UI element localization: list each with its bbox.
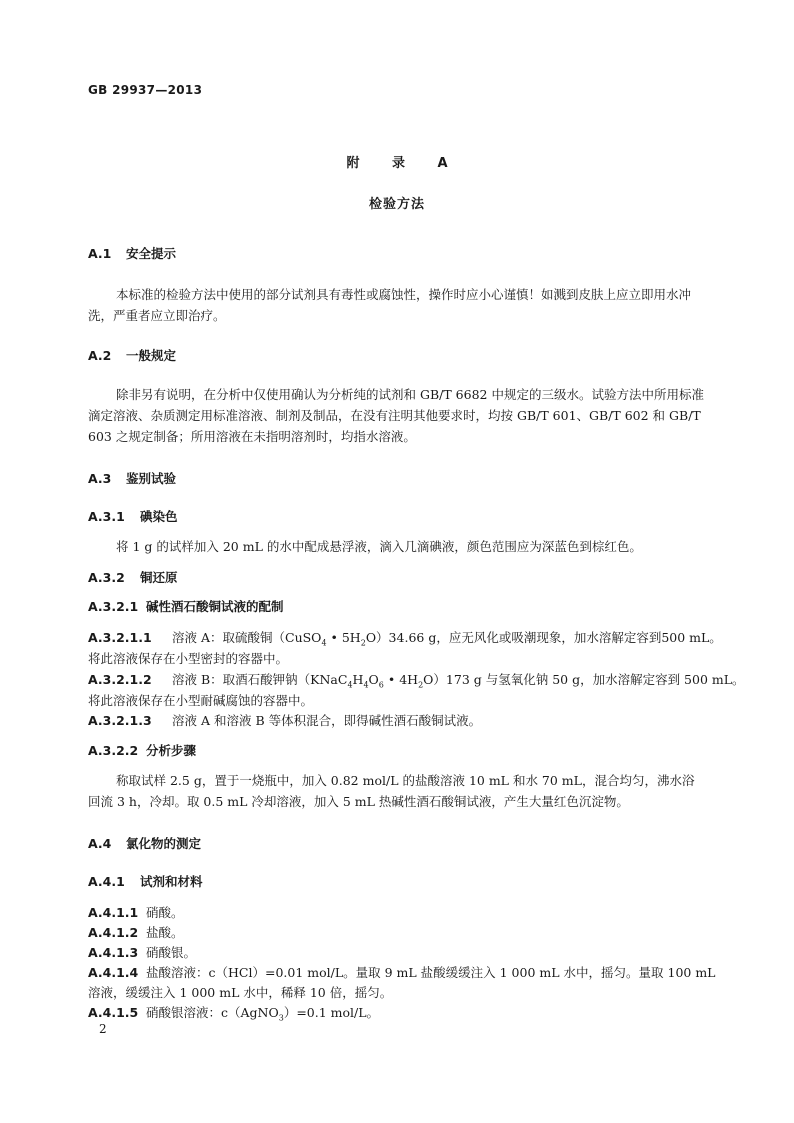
clause-text: 溶液 B：取酒石酸钾钠（KNaC <box>172 672 348 687</box>
section-a31-heading <box>88 507 178 525</box>
section-number: A.3.2.1 <box>88 599 139 614</box>
paragraph-text: 称取试样 2.5 g，置于一烧瓶中，加入 0.82 mol/L 的盐酸溶液 10 mL 和水 70 mL，混合均匀，沸水浴回流 3 h，冷却。取 0.5 mL 冷却溶液，加入 5 mL 热碱性酒石酸铜试液，产生大量红色沉淀物。 <box>88 773 695 809</box>
section-a322-heading <box>88 741 196 759</box>
section-title: 碘染色 <box>140 509 178 524</box>
section-number: A.4 <box>88 836 112 851</box>
clause-text: 硝酸银溶液：c（AgNO <box>146 1005 279 1020</box>
clause-number: A.4.1.3 <box>88 945 139 960</box>
clause-a412 <box>88 923 184 941</box>
clause-text: ）=0.1 mol/L。 <box>283 1005 380 1020</box>
subscript: 4 <box>321 638 327 648</box>
clause-text: O）173 g 与氢氧化钠 50 g，加水溶解定容到 500 mL。 <box>423 672 745 687</box>
clause-number: A.3.2.1.3 <box>88 713 152 728</box>
section-number: A.3.1 <box>88 509 125 524</box>
clause-a3213 <box>88 711 481 729</box>
section-a3-heading <box>88 469 176 487</box>
section-a1-heading <box>88 244 176 262</box>
section-number: A.4.1 <box>88 874 125 889</box>
clause-text: • 4H <box>383 672 419 687</box>
page-number: 2 <box>99 1022 107 1036</box>
standard-number: GB 29937—2013 <box>88 83 203 97</box>
subscript: 4 <box>363 680 369 690</box>
annex-title: 检验方法 <box>368 197 425 212</box>
subscript: 2 <box>360 638 366 648</box>
section-a32-heading <box>88 568 178 586</box>
section-a4-heading <box>88 834 201 852</box>
subscript: 4 <box>347 680 353 690</box>
section-title: 分析步骤 <box>146 743 197 758</box>
section-title: 一般规定 <box>126 348 177 363</box>
clause-a415 <box>88 1003 379 1023</box>
section-number: A.1 <box>88 246 112 261</box>
paragraph-text: 除非另有说明，在分析中仅使用确认为分析纯的试剂和 GB/T 6682 中规定的三级水。试验方法中所用标准滴定溶液、杂质测定用标准溶液、制剂及制品，在没有注明其他要求时，均按 GB/T 601、GB/T 602 和 GB/T 603 之规定制备；所用溶液在未指明溶剂时，均指水溶液。 <box>88 387 704 444</box>
section-a31-paragraph <box>88 536 706 557</box>
clause-text: H <box>352 672 364 687</box>
clause-a3212-line2: 将此溶液保存在小型耐碱腐蚀的容器中。 <box>88 693 314 708</box>
clause-text: 溶液 A：取硫酸铜（CuSO <box>172 630 322 645</box>
annex-label: 附 录 A <box>346 156 462 171</box>
section-title: 碱性酒石酸铜试液的配制 <box>146 599 284 614</box>
clause-text: O）34.66 g，应无风化或吸潮现象，加水溶解定容到500 mL。 <box>365 630 722 645</box>
clause-number: A.4.1.4 <box>88 965 139 980</box>
clause-number: A.4.1.5 <box>88 1005 139 1020</box>
clause-text: 盐酸溶液：c（HCl）=0.01 mol/L。量取 9 mL 盐酸缓缓注入 1 000 mL 水中，摇匀。量取 100 mL <box>146 965 716 980</box>
section-a41-heading <box>88 872 203 890</box>
section-a321-heading <box>88 597 284 615</box>
clause-text: O <box>368 672 379 687</box>
section-number: A.3.2.2 <box>88 743 139 758</box>
section-title: 氯化物的测定 <box>126 836 202 851</box>
section-number: A.3 <box>88 471 112 486</box>
section-number: A.2 <box>88 348 112 363</box>
section-a2-heading <box>88 346 176 364</box>
clause-a3211 <box>88 628 722 648</box>
section-title: 铜还原 <box>140 570 178 585</box>
clause-number: A.4.1.1 <box>88 905 139 920</box>
section-title: 鉴别试验 <box>126 471 177 486</box>
paragraph-text: 将 1 g 的试样加入 20 mL 的水中配成悬浮液，滴入几滴碘液，颜色范围应为深蓝色到棕红色。 <box>116 539 642 554</box>
clause-number: A.4.1.2 <box>88 925 139 940</box>
section-title: 安全提示 <box>126 246 177 261</box>
paragraph-text: 本标准的检验方法中使用的部分试剂具有毒性或腐蚀性，操作时应小心谨慎！如溅到皮肤上应立即用水冲洗，严重者应立即治疗。 <box>88 287 692 323</box>
section-number: A.3.2 <box>88 570 125 585</box>
clause-number: A.3.2.1.2 <box>88 672 152 687</box>
clause-a411 <box>88 903 184 921</box>
clause-text: 盐酸。 <box>146 925 184 940</box>
section-a1-paragraph <box>88 284 706 326</box>
clause-number: A.3.2.1.1 <box>88 630 152 645</box>
clause-a414 <box>88 963 715 981</box>
clause-text: 硝酸。 <box>146 905 184 920</box>
section-a322-paragraph <box>88 770 706 812</box>
subscript: 2 <box>418 680 424 690</box>
clause-a3211-line2: 将此溶液保存在小型密封的容器中。 <box>88 651 289 666</box>
clause-a3212 <box>88 670 745 690</box>
clause-a414-line2: 溶液，缓缓注入 1 000 mL 水中，稀释 10 倍，摇匀。 <box>88 985 393 1000</box>
clause-a413 <box>88 943 196 961</box>
subscript: 6 <box>378 680 384 690</box>
clause-text: 溶液 A 和溶液 B 等体积混合，即得碱性酒石酸铜试液。 <box>172 713 482 728</box>
section-title: 试剂和材料 <box>140 874 203 889</box>
clause-text: • 5H <box>326 630 361 645</box>
clause-text: 硝酸银。 <box>146 945 197 960</box>
section-a2-paragraph <box>88 384 706 447</box>
subscript: 3 <box>278 1013 284 1023</box>
